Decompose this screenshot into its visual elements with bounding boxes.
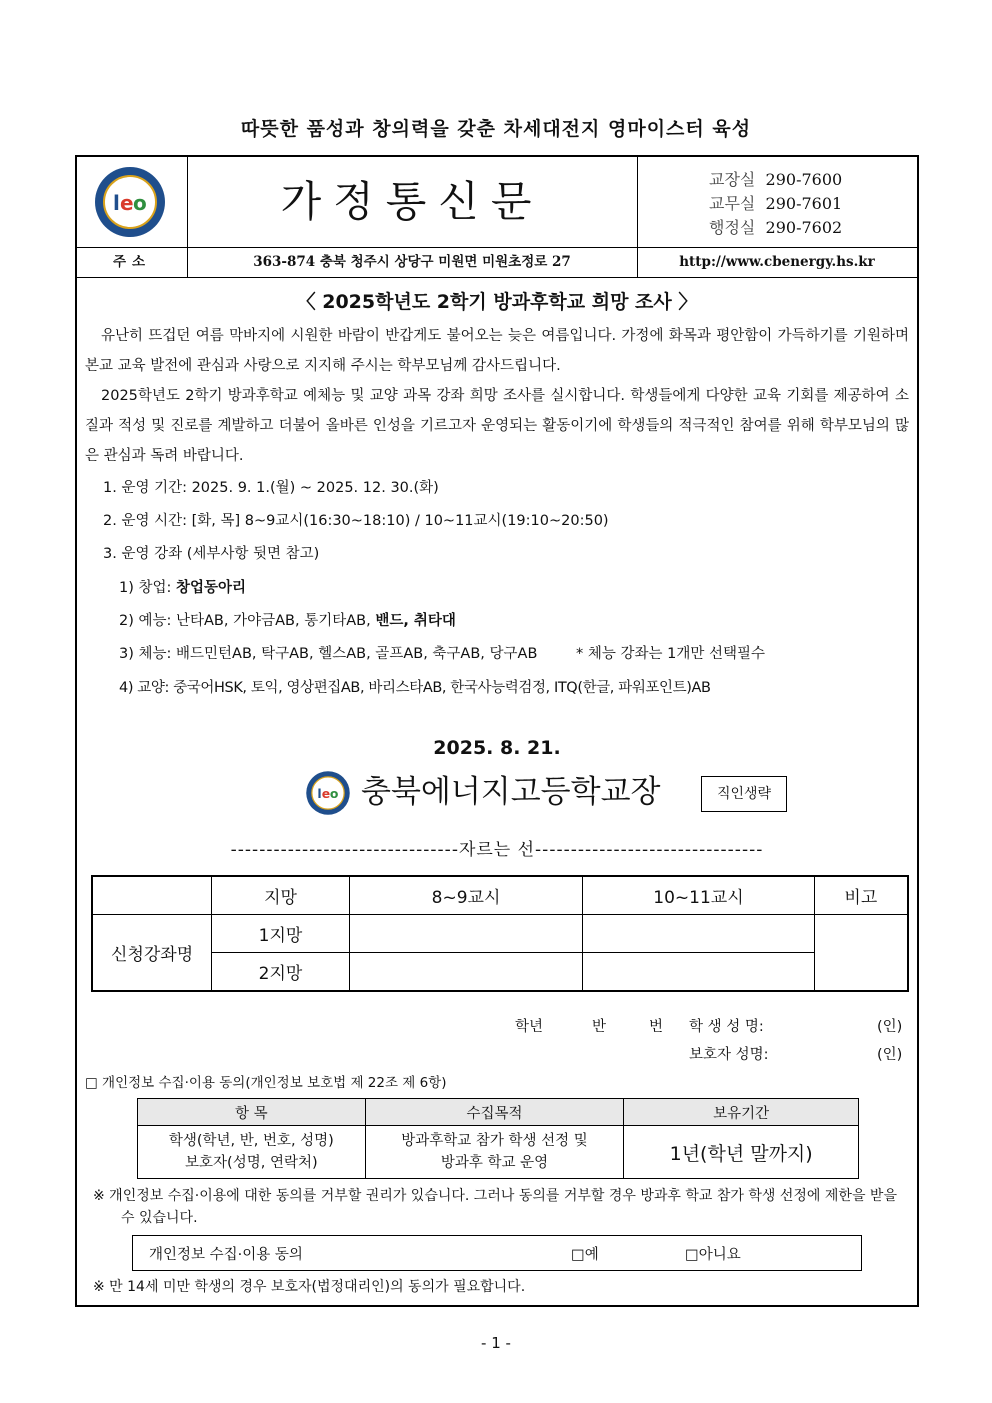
remarks-field[interactable] [814,915,908,992]
school-logo-icon [93,165,167,239]
address-row [77,247,917,278]
operation-courses: 3. 운영 강좌 (세부사항 뒷면 참고) [103,546,320,562]
privacy-table [137,1098,859,1179]
svg-text:o: o [329,785,339,801]
first-choice-8-9-field[interactable] [349,915,582,953]
course-startup: 1) 창업: 창업동아리 [119,580,247,596]
operation-time: 2. 운영 시간: [화, 목] 8~9교시(16:30~18:10) / 10~11교시(19:10~20:50) [103,513,609,529]
period-8-9-header: 8~9교시 [349,876,582,915]
header-row [77,157,917,248]
seal-omitted-box: 직인생략 [701,776,787,812]
period-10-11-header: 10~11교시 [583,876,814,915]
number-label: 번 [649,1019,664,1035]
school-motto: 따뜻한 품성과 창의력을 갖춘 차세대전지 영마이스터 육성 [240,118,752,140]
page-number: - 1 - [481,1334,511,1352]
choice-header: 지망 [212,876,350,915]
svg-text:l: l [113,191,120,215]
school-emblem-icon [305,770,351,816]
application-table [91,875,909,992]
principal-title: 충북에너지고등학교장 [361,774,661,810]
course-arts: 2) 예능: 난타AB, 가야금AB, 통기타AB, 밴드, 취타대 [119,613,456,629]
grade-label: 학년 [515,1019,544,1035]
privacy-title: □ 개인정보 수집·이용 동의(개인정보 보호법 제 22조 제 6항) [85,1075,447,1091]
svg-text:l: l [317,785,322,801]
survey-title: 〈 2025학년도 2학기 방과후학교 희망 조사 〉 [296,291,698,313]
svg-text:o: o [133,191,147,215]
address-label: 주소 [77,247,188,277]
course-liberal: 4) 교양: 중국어HSK, 토익, 영상편집AB, 바리스타AB, 한국사능력검정, ITQ(한글, 파워포인트)AB [119,680,711,696]
logo-cell [77,157,188,247]
student-seal: (인) [877,1019,903,1035]
phone-admin: 행정실 290-7602 [709,218,843,237]
guardian-seal: (인) [877,1047,903,1063]
privacy-purpose-cell: 방과후학교 참가 학생 선정 및 방과후 학교 운영 [365,1126,624,1179]
student-name-label: 학 생 성 명: [689,1019,764,1035]
empty-corner-cell [92,876,212,915]
survey-paragraph: 2025학년도 2학기 방과후학교 예체능 및 교양 과목 강좌 희망 조사를 실시합니다. 학생들에게 다양한 교육 기회를 제공하여 소질과 적성 및 진로를 계발하고 더불어 올바른 인성을 기르고자 운영되는 활동이기에 학생들의 적극적인 참여를 위해 학부모님의 많은 관심과 독려 바랍니다. [85,388,909,464]
cut-line: --------------------------------자르는 선-------------------------------- [230,840,764,860]
website-link[interactable]: http://www.cbenergy.hs.kr [679,254,875,270]
first-choice-10-11-field[interactable] [583,915,814,953]
phone-principal: 교장실 290-7600 [709,170,843,189]
course-name-label: 신청강좌명 [92,915,212,992]
privacy-period-cell: 1년(학년 말까지) [624,1126,859,1179]
consent-yes-checkbox[interactable]: □예 [571,1247,599,1263]
privacy-refusal-note: ※ 개인정보 수집·이용에 대한 동의를 거부할 권리가 있습니다. 그러나 동의를 거부할 경우 방과후 학교 참가 학생 선정에 제한을 받을 수 있습니다. [93,1188,897,1226]
consent-label: 개인정보 수집·이용 동의 [149,1247,303,1263]
second-choice-8-9-field[interactable] [349,953,582,992]
newsletter-frame [75,155,919,1307]
consent-box [132,1235,862,1271]
guardian-name-label: 보호자 성명: [689,1047,769,1063]
minor-consent-note: ※ 만 14세 미만 학생의 경우 보호자(법정대리인)의 동의가 필요합니다. [93,1279,526,1295]
second-choice-label: 2지망 [212,953,350,992]
privacy-item-header: 항 목 [138,1099,366,1126]
first-choice-label: 1지망 [212,915,350,953]
remarks-header: 비고 [814,876,908,915]
privacy-purpose-header: 수집목적 [365,1099,624,1126]
sports-note: * 체능 강좌는 1개만 선택필수 [576,646,765,662]
document-title: 가정통신문 [187,157,638,247]
phone-academic: 교무실 290-7601 [709,194,843,213]
course-sports: 3) 체능: 배드민턴AB, 탁구AB, 헬스AB, 골프AB, 축구AB, 당구AB * 체능 강좌는 1개만 선택필수 [119,646,765,662]
privacy-item-cell: 학생(학년, 반, 번호, 성명) 보호자(성명, 연락처) [138,1126,366,1179]
operation-period: 1. 운영 기간: 2025. 9. 1.(월) ~ 2025. 12. 30.(화) [103,480,439,496]
svg-text:e: e [321,785,331,801]
issue-date: 2025. 8. 21. [433,737,561,759]
address-text: 363-874 충북 청주시 상당구 미원면 미원초정로 27 [187,247,638,277]
second-choice-10-11-field[interactable] [583,953,814,992]
consent-no-checkbox[interactable]: □아니요 [685,1247,741,1263]
greeting-paragraph: 유난히 뜨겁던 여름 막바지에 시원한 바람이 반갑게도 불어오는 늦은 여름입니다. 가정에 화목과 평안함이 가득하기를 기원하며 본교 교육 발전에 관심과 사랑으로 지지해 주시는 학부모님께 감사드립니다. [85,328,909,374]
privacy-period-header: 보유기간 [624,1099,859,1126]
class-label: 반 [592,1019,607,1035]
phone-list [637,157,917,247]
svg-text:e: e [120,191,134,215]
